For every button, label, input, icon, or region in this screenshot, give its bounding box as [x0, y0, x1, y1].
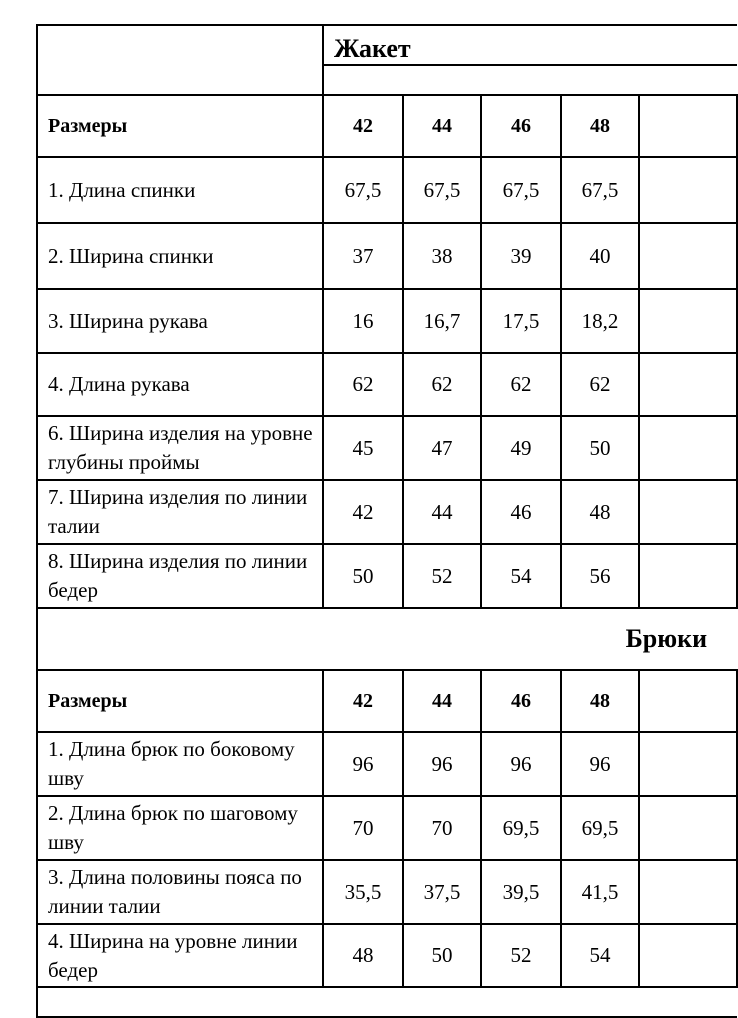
table-row	[37, 289, 737, 353]
table-row	[37, 544, 737, 608]
jacket-title-row	[37, 25, 737, 95]
row-value: 50	[561, 416, 639, 480]
row-value: 45	[323, 416, 403, 480]
table-row	[37, 157, 737, 223]
row-label: 4. Длина рукава	[37, 353, 323, 416]
row-value: 62	[323, 353, 403, 416]
row-value: 70	[403, 796, 481, 860]
row-value: 16,7	[403, 289, 481, 353]
row-value: 96	[561, 732, 639, 796]
row-value: 67,5	[481, 157, 561, 223]
row-value: 35,5	[323, 860, 403, 924]
row-value: 47	[403, 416, 481, 480]
row-value: 96	[481, 732, 561, 796]
row-label: 2. Длина брюк по шаговому шву	[37, 796, 323, 860]
trousers-size-44: 44	[403, 670, 481, 732]
table-row	[37, 480, 737, 544]
jacket-title: Жакет	[334, 34, 411, 63]
row-value: 67,5	[561, 157, 639, 223]
trousers-title: Брюки	[37, 608, 737, 670]
table-row	[37, 924, 737, 987]
row-value: 52	[403, 544, 481, 608]
row-value: 42	[323, 480, 403, 544]
row-value: 67,5	[403, 157, 481, 223]
row-value: 70	[323, 796, 403, 860]
row-value: 49	[481, 416, 561, 480]
trousers-size-42: 42	[323, 670, 403, 732]
trousers-header-row	[37, 670, 737, 732]
row-value: 62	[403, 353, 481, 416]
row-value: 37,5	[403, 860, 481, 924]
row-value: 37	[323, 223, 403, 289]
table-row	[37, 416, 737, 480]
table-row	[37, 353, 737, 416]
row-value: 54	[481, 544, 561, 608]
row-label: 8. Ширина изделия по линии бедер	[37, 544, 323, 608]
row-label: 7. Ширина изделия по линии талии	[37, 480, 323, 544]
row-value: 62	[561, 353, 639, 416]
row-value: 41,5	[561, 860, 639, 924]
row-value: 56	[561, 544, 639, 608]
row-value: 52	[481, 924, 561, 987]
row-value: 39	[481, 223, 561, 289]
row-value: 48	[561, 480, 639, 544]
row-value: 69,5	[481, 796, 561, 860]
row-value: 39,5	[481, 860, 561, 924]
row-label: 2. Ширина спинки	[37, 223, 323, 289]
row-value: 69,5	[561, 796, 639, 860]
row-value: 62	[481, 353, 561, 416]
jacket-size-48: 48	[561, 95, 639, 157]
row-value: 50	[403, 924, 481, 987]
row-value: 54	[561, 924, 639, 987]
row-value: 18,2	[561, 289, 639, 353]
row-label: 1. Длина брюк по боковому шву	[37, 732, 323, 796]
table-row	[37, 860, 737, 924]
trousers-size-46: 46	[481, 670, 561, 732]
jacket-size-42: 42	[323, 95, 403, 157]
table-row	[37, 796, 737, 860]
trousers-size-48: 48	[561, 670, 639, 732]
row-label: 3. Ширина рукава	[37, 289, 323, 353]
row-label: 4. Ширина на уровне линии бедер	[37, 924, 323, 987]
jacket-size-44: 44	[403, 95, 481, 157]
row-value: 48	[323, 924, 403, 987]
row-value: 67,5	[323, 157, 403, 223]
row-value: 44	[403, 480, 481, 544]
trousers-title-row	[37, 608, 737, 670]
trailing-row	[37, 987, 737, 1017]
row-value: 96	[403, 732, 481, 796]
table-row	[37, 223, 737, 289]
row-value: 96	[323, 732, 403, 796]
row-value: 16	[323, 289, 403, 353]
trousers-sizes-label: Размеры	[37, 670, 323, 732]
jacket-header-row	[37, 95, 737, 157]
jacket-title-cell	[323, 25, 737, 95]
row-label: 1. Длина спинки	[37, 157, 323, 223]
row-label: 3. Длина половины пояса по линии талии	[37, 860, 323, 924]
row-value: 40	[561, 223, 639, 289]
row-value: 17,5	[481, 289, 561, 353]
row-value: 46	[481, 480, 561, 544]
jacket-sizes-label: Размеры	[37, 95, 323, 157]
jacket-size-46: 46	[481, 95, 561, 157]
row-value: 50	[323, 544, 403, 608]
size-chart-table	[36, 24, 738, 1018]
table-row	[37, 732, 737, 796]
row-value: 38	[403, 223, 481, 289]
row-label: 6. Ширина изделия на уровне глубины проймы	[37, 416, 323, 480]
